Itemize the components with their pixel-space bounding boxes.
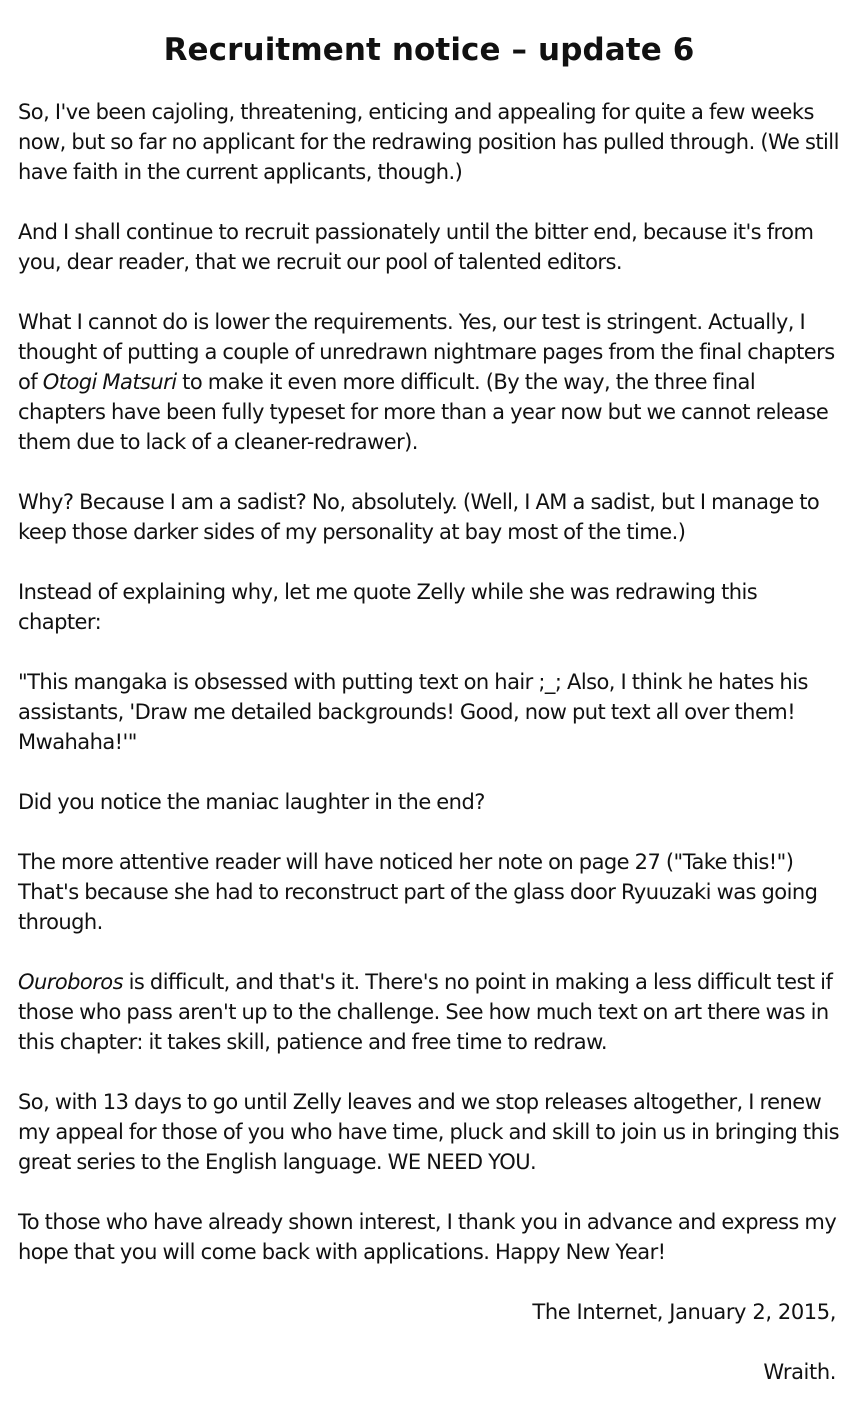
paragraph-1: So, I've been cajoling, threatening, enticing and appealing for quite a few weeks now, but so far no applicant for the redrawing position has pulled through. (We still have faith in the current applicants, though.): [18, 100, 839, 184]
paragraph-9-text: is difficult, and that's it. There's no point in making a less difficult test if those who pass aren't up to the challenge. See how much text on art there was in this chapter: it takes skill, patience and free time to redraw.: [18, 970, 833, 1054]
paragraph-3-italic-title: Otogi Matsuri: [42, 370, 177, 394]
paragraph-3-text-a: What I cannot do is lower the requirements. Yes, our test is stringent. Actually, I thought of putting a couple of unredrawn nightmare pages from the final chapters of: [18, 310, 835, 394]
paragraph-2: And I shall continue to recruit passionately until the bitter end, because it's from you, dear reader, that we recruit our pool of talented editors.: [18, 220, 814, 274]
document-body: [18, 97, 840, 1297]
paragraph-8: The more attentive reader will have noticed her note on page 27 ("Take this!") That's because she had to reconstruct part of the glass door Ryuuzaki was going through.: [18, 850, 818, 934]
paragraph-3-text-b: to make it even more difficult. (By the way, the three final chapters have been fully typeset for more than a year now but we cannot release them due to lack of a cleaner-redrawer).: [18, 370, 829, 454]
paragraph-5: Instead of explaining why, let me quote Zelly while she was redrawing this chapter:: [18, 580, 758, 634]
paragraph-9-italic-title: Ouroboros: [18, 970, 123, 994]
paragraph-9: [18, 967, 840, 1057]
paragraph-7: Did you notice the maniac laughter in the end?: [18, 790, 485, 814]
paragraph-11: To those who have already shown interest, I thank you in advance and express my hope that you will come back with applications. Happy New Year!: [18, 1210, 837, 1264]
paragraph-6-quote: "This mangaka is obsessed with putting text on hair ;_; Also, I think he hates his assistants, 'Draw me detailed backgrounds! Good, now put text all over them! Mwahaha!'": [18, 670, 808, 754]
paragraph-4: Why? Because I am a sadist? No, absolutely. (Well, I AM a sadist, but I manage to keep those darker sides of my personality at bay most of the time.): [18, 490, 820, 544]
signature-name: Wraith.: [763, 1360, 836, 1384]
paragraph-3: [18, 307, 840, 457]
paragraph-10: So, with 13 days to go until Zelly leaves and we stop releases altogether, I renew my appeal for those of you who have time, pluck and skill to join us in bringing this great series to the English language. WE NEED YOU.: [18, 1090, 840, 1174]
page-title: Recruitment notice – update 6: [163, 32, 695, 68]
signature-place-date: The Internet, January 2, 2015,: [532, 1300, 836, 1324]
